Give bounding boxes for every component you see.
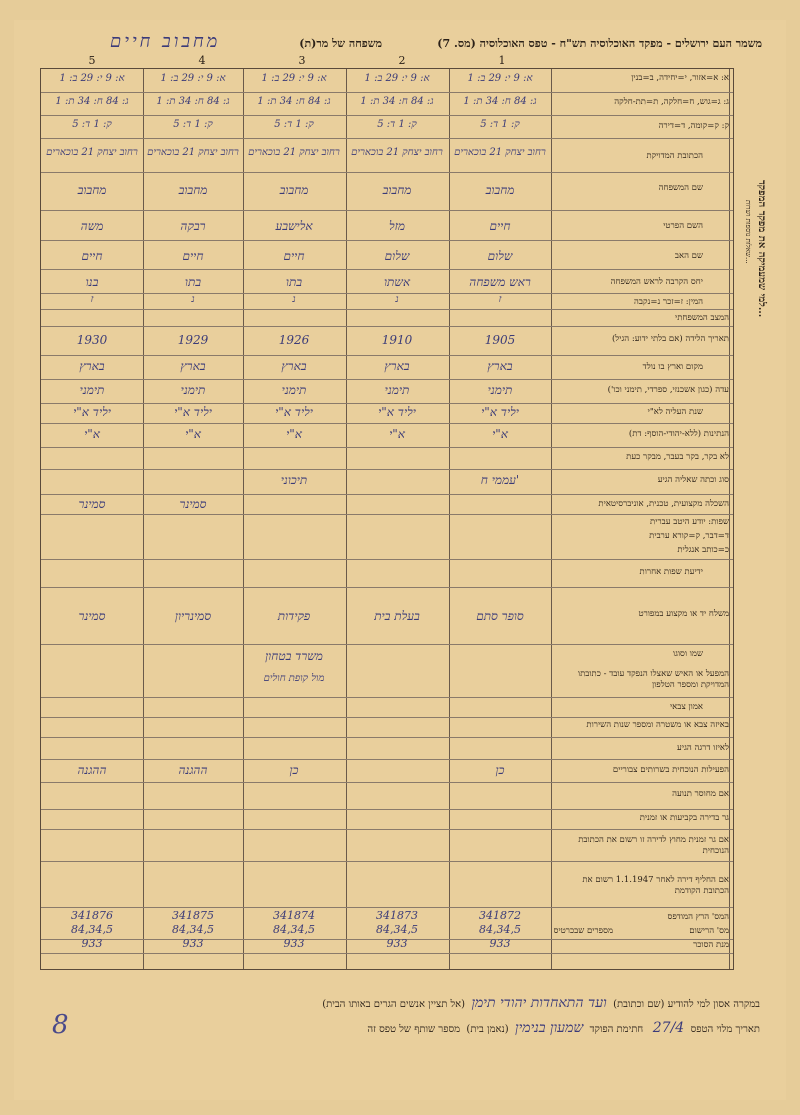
signature-value: שמעון בנימין [515, 1020, 584, 1036]
cell-profession: בעלת בית [374, 609, 420, 623]
row-label: מקום וארץ בו נולד [642, 362, 703, 372]
row-label: ק: ק=קומה, ד=דירה [658, 121, 729, 131]
row-label: גר בדירה בקביעות או זמנית [639, 813, 729, 823]
cell-first-name: רבקה [180, 219, 206, 233]
date-value: 27/4 [652, 1020, 685, 1036]
cell-citizenship: א"י [286, 427, 302, 441]
cell-father: חיים [283, 249, 305, 263]
row-label: המפעל או האיש שאצלו הנפקד עובד - כתובתו המדויקת ומספר הטלפון [577, 669, 729, 690]
cell-first-name: אלישבע [275, 219, 313, 233]
cell-serial: 341875 [172, 909, 214, 922]
row-label: השם הפרטי [663, 221, 703, 231]
cell-relation: בתו [285, 275, 303, 289]
cell-sex: ז [498, 294, 502, 305]
cell-floor: ק: 1 ד: 5 [274, 119, 314, 130]
trustee-label: (נאמן בית) [466, 1024, 509, 1035]
form-header [20, 33, 762, 55]
column-number: 3 [298, 54, 306, 67]
cell-area: א: 9 י: 29 ב: 1 [364, 73, 430, 84]
cell-first-name: משה [80, 219, 104, 233]
cell-address: רחוב יצחק 21 בוכארים [351, 147, 443, 158]
handwritten-figure: 8 [52, 1010, 69, 1040]
row-label: לאיזו דרגה הגיע [677, 743, 729, 753]
row-label: סוג וכתה שאליה הגיע [657, 475, 729, 485]
row-label: אמון צבאי [669, 702, 703, 712]
column-number: 5 [88, 54, 96, 67]
cell-registration: 84,34,5 [71, 923, 113, 936]
column-number: 1 [498, 54, 506, 67]
row-label: מס' הרישום [689, 926, 729, 936]
cell-area: א: 9 י: 29 ב: 1 [261, 73, 327, 84]
cell-first-name: מזל [388, 219, 406, 233]
cell-citizenship: א"י [492, 427, 508, 441]
cell-surname: מחבוב [178, 183, 208, 197]
cell-serial: 341876 [71, 909, 113, 922]
row-label: ידיעת שפות אחרות [639, 567, 703, 577]
row-label: כ=כותב אנגלית [677, 545, 729, 555]
row-label: מנת הסוכר [693, 940, 729, 950]
cell-community: תימני [487, 383, 513, 397]
row-label: אם מחוסר תנועה [672, 789, 729, 799]
contact-label: במקרה אסון למי להודיע (שם וכתובת) [613, 999, 760, 1010]
cell-community: תימני [281, 383, 307, 397]
footer-contact [20, 995, 760, 1012]
column-number: 2 [398, 54, 406, 67]
row-label: אם החליף דירה לאחר 1.1.1947 רשום את הכתובת הקודמת [582, 875, 729, 896]
cell-sex: ז [90, 294, 94, 305]
cell-service: ההגנה [77, 763, 107, 777]
cell-block: ג: 84 ח: 34 ת: 1 [360, 96, 434, 107]
family-name: מחבוב חיים [110, 31, 221, 52]
cell-birth: 1910 [381, 333, 413, 347]
cell-citizenship: א"י [185, 427, 201, 441]
row-label: יחס הקרבה לראש המשפחה [610, 277, 703, 287]
side-margin [744, 180, 784, 980]
cell-sex: נ [395, 294, 399, 305]
cell-birthplace: בארץ [281, 359, 307, 373]
row-label: שם האב [674, 251, 703, 261]
row-label: שמו וסוגו [672, 649, 703, 659]
row-label: הכתובת המדויקת [646, 151, 703, 161]
cell-birthplace: בארץ [79, 359, 105, 373]
cell-registration: 84,34,5 [376, 923, 418, 936]
cell-immigration: יליד א"י [73, 405, 111, 419]
cell-profession: פקידות [277, 609, 311, 623]
cell-education: סמינר [78, 497, 106, 511]
cell-floor: ק: 1 ד: 5 [377, 119, 417, 130]
cell-community: תימני [384, 383, 410, 397]
cell-father: חיים [81, 249, 103, 263]
cell-education: עממי ח' [480, 473, 520, 487]
row-label: שנת העליה לא"י [647, 407, 703, 417]
cell-sugar: 933 [81, 937, 103, 950]
cell-block: ג: 84 ח: 34 ת: 1 [156, 96, 230, 107]
cell-birth: 1926 [278, 333, 310, 347]
form-title: משמר העם ירושלים - מפקד האוכלוסיה תש"ח - טפס האוכלוסיה (מס. 7) [437, 37, 762, 50]
cell-block: ג: 84 ח: 34 ת: 1 [463, 96, 537, 107]
cell-profession: סמינר [78, 609, 106, 623]
cell-father: שלום [487, 249, 513, 263]
cell-community: תימני [79, 383, 105, 397]
cell-service: כן [289, 763, 299, 777]
cell-birth: 1930 [76, 333, 108, 347]
cell-surname: מחבוב [382, 183, 412, 197]
cell-sex: נ [292, 294, 296, 305]
cell-relation: ראש משפחה [469, 275, 531, 289]
row-label: עדה (כגון אשכנזי, ספרדי, תימני וכו') [607, 385, 729, 395]
row-label: א: א=אזור, י=יחידה, ב=בנין [631, 73, 729, 83]
cell-relation: בתו [184, 275, 202, 289]
cell-surname: מחבוב [279, 183, 309, 197]
row-label: ד=דבר, ק=קורא ערבית [649, 531, 729, 541]
cell-community: תימני [180, 383, 206, 397]
row-label: הפעילות הנוכחית בשרותים צבוריים [612, 765, 729, 775]
cell-employer-address: מול קופת חולים [263, 673, 325, 684]
cell-floor: ק: 1 ד: 5 [173, 119, 213, 130]
cell-relation: בנו [85, 275, 99, 289]
row-label: המין: ז=זכר נ=נקבה [634, 297, 703, 307]
side-vertical-title: למי שמעמיקה את מפקד המפקד... [756, 180, 767, 318]
cell-immigration: יליד א"י [481, 405, 519, 419]
row-label: השכלה מקצועית, טכנית, אוניברסיטאית [598, 499, 729, 509]
cell-citizenship: א"י [389, 427, 405, 441]
cell-floor: ק: 1 ד: 5 [480, 119, 520, 130]
cell-serial: 341872 [479, 909, 521, 922]
row-label: לא בקר, בקר בעבר, מבקר כעת [626, 452, 729, 462]
row-label: הנתינות (ללא-יהודי-הוסף: דת) [628, 429, 729, 439]
side-vertical-note: שאלות נוספות ושרות... [744, 200, 752, 264]
cell-address: רחוב יצחק 21 בוכארים [454, 147, 546, 158]
cell-serial: 341874 [273, 909, 315, 922]
date-label: תאריך מלוי הטפס [690, 1024, 760, 1035]
cell-area: א: 9 י: 29 ב: 1 [59, 73, 125, 84]
cell-birthplace: בארץ [487, 359, 513, 373]
cell-sugar: 933 [386, 937, 408, 950]
cell-birth: 1905 [484, 333, 516, 347]
cell-address: רחוב יצחק 21 בוכארים [147, 147, 239, 158]
contact-note: (אל תציין אנשים הגרים באותו הבית) [322, 999, 466, 1010]
cell-sugar: 933 [489, 937, 511, 950]
cell-immigration: יליד א"י [378, 405, 416, 419]
cell-immigration: יליד א"י [174, 405, 212, 419]
cell-citizenship: א"י [84, 427, 100, 441]
cell-birthplace: בארץ [384, 359, 410, 373]
cell-father: שלום [384, 249, 410, 263]
cell-surname: מחבוב [485, 183, 515, 197]
cell-sex: נ [191, 294, 195, 305]
cell-profession: סמינריון [174, 609, 212, 623]
contact-value: ועד התאחדות יהודי תימן [471, 995, 607, 1011]
row-label: משלח יד או מקצוע במפורט [638, 609, 729, 619]
footer-signature [20, 1020, 760, 1037]
cell-service: ההגנה [178, 763, 208, 777]
cell-employer: משרד בטחון [265, 649, 323, 663]
cell-birth: 1929 [177, 333, 209, 347]
cell-immigration: יליד א"י [275, 405, 313, 419]
shared-label: מספר שותף של טפס זה [367, 1024, 461, 1035]
cell-block: ג: 84 ח: 34 ת: 1 [257, 96, 331, 107]
cell-sugar: 933 [283, 937, 305, 950]
cell-address: רחוב יצחק 21 בוכארים [46, 147, 138, 158]
cell-registration: 84,34,5 [273, 923, 315, 936]
cell-education: סמינר [179, 497, 207, 511]
row-label: אם גר זמנית מחוץ לדירה זו רשום את הכתובת הנוכחית [578, 835, 729, 856]
cell-registration: 84,34,5 [172, 923, 214, 936]
row-label: שפות: יודע היטב עברית [650, 517, 729, 527]
cell-area: א: 9 י: 29 ב: 1 [160, 73, 226, 84]
cell-birthplace: בארץ [180, 359, 206, 373]
cell-profession: סופר סתם [476, 609, 524, 623]
row-label: שם המשפחה [658, 183, 703, 193]
cell-relation: אשתו [383, 275, 411, 289]
row-label: מספרים שבכרטיס [553, 926, 613, 936]
cell-registration: 84,34,5 [479, 923, 521, 936]
row-label: ג: ג=גוש, ח=חלקה, ת=תת-חלקה [614, 97, 729, 107]
column-numbers [40, 54, 540, 68]
cell-serial: 341873 [376, 909, 418, 922]
row-label: באיזה צבא או משטרה ומספר שנות השירות [586, 720, 729, 730]
cell-area: א: 9 י: 29 ב: 1 [467, 73, 533, 84]
cell-block: ג: 84 ח: 34 ת: 1 [55, 96, 129, 107]
cell-address: רחוב יצחק 21 בוכארים [248, 147, 340, 158]
column-number: 4 [198, 54, 206, 67]
family-label: משפחה של מר(ת) [299, 37, 382, 50]
cell-surname: מחבוב [77, 183, 107, 197]
cell-sugar: 933 [182, 937, 204, 950]
cell-service: כן [495, 763, 505, 777]
row-label: המצב המשפחתי [674, 313, 729, 323]
row-label: המס' הרץ המודפס [667, 912, 729, 922]
row-label: תאריך הלידה (אם בלתי ידוע: הגיל) [611, 334, 729, 344]
cell-education: תיכוני [280, 473, 308, 487]
cell-father: חיים [182, 249, 204, 263]
census-grid [40, 68, 734, 970]
signature-label: חתימת הפוקד [589, 1024, 644, 1035]
cell-floor: ק: 1 ד: 5 [72, 119, 112, 130]
cell-first-name: חיים [489, 219, 511, 233]
